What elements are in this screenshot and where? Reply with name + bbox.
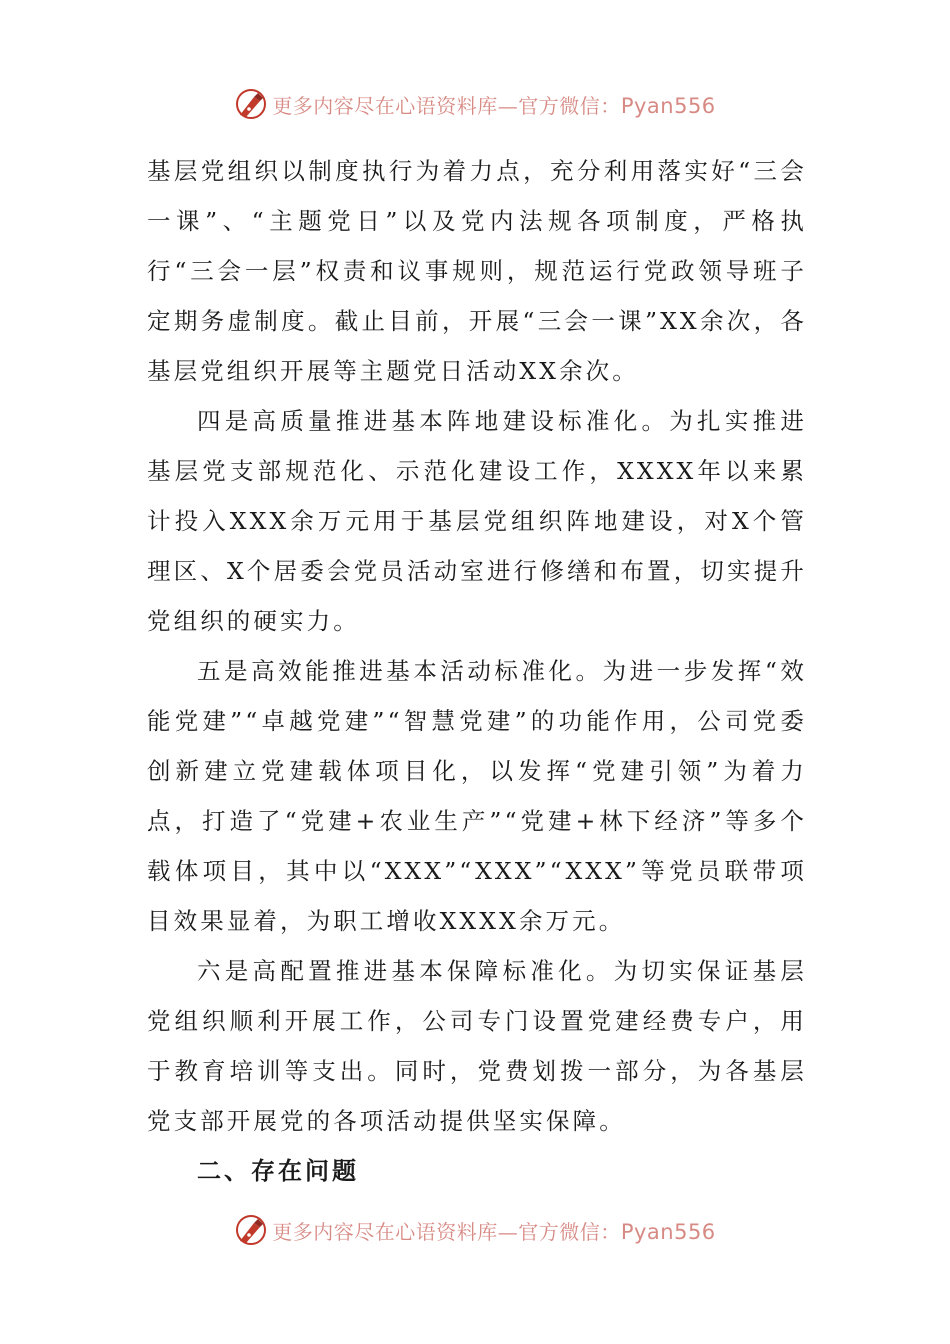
- watermark-text: 更多内容尽在心语资料库—官方微信：Pyan556: [272, 1219, 716, 1244]
- paragraph-4: 四是高质量推进基本阵地建设标准化。为扎实推进基层党支部规范化、示范化建设工作，XXXX年以来累计投入XXX余万元用于基层党组织阵地建设，对X个管理区、X个居委会党员活动室进行修缮和布置，切实提升党组织的硬实力。: [147, 407, 807, 635]
- watermark-wechat-id: Pyan556: [620, 1219, 716, 1244]
- document-body: [147, 146, 807, 1196]
- watermark-header: [0, 84, 950, 124]
- watermark-footer: [0, 1210, 950, 1250]
- paragraph-6: 六是高配置推进基本保障标准化。为切实保证基层党组织顺利开展工作，公司专门设置党建经费专户，用于教育培训等支出。同时，党费划拨一部分，为各基层党支部开展党的各项活动提供坚实保障。: [147, 957, 807, 1135]
- paragraph-5: 五是高效能推进基本活动标准化。为进一步发挥“效能党建”“卓越党建”“智慧党建”的功能作用，公司党委创新建立党建载体项目化，以发挥“党建引领”为着力点，打造了“党建+农业生产”“党建+林下经济”等多个载体项目，其中以“XXX”“XXX”“XXX”等党员联带项目效果显着，为职工增收XXXX余万元。: [147, 657, 807, 935]
- pen-nib-logo-icon: [234, 1213, 268, 1247]
- watermark-text: 更多内容尽在心语资料库—官方微信：Pyan556: [272, 93, 716, 118]
- section-heading: 二、存在问题: [197, 1157, 359, 1185]
- paragraph-continuation: 基层党组织以制度执行为着力点，充分利用落实好“三会一课”、“主题党日”以及党内法规各项制度，严格执行“三会一层”权责和议事规则，规范运行党政领导班子定期务虚制度。截止目前，开展“三会一课”XX余次，各基层党组织开展等主题党日活动XX余次。: [147, 157, 807, 385]
- pen-nib-logo-icon: [234, 87, 268, 121]
- watermark-wechat-id: Pyan556: [620, 93, 716, 118]
